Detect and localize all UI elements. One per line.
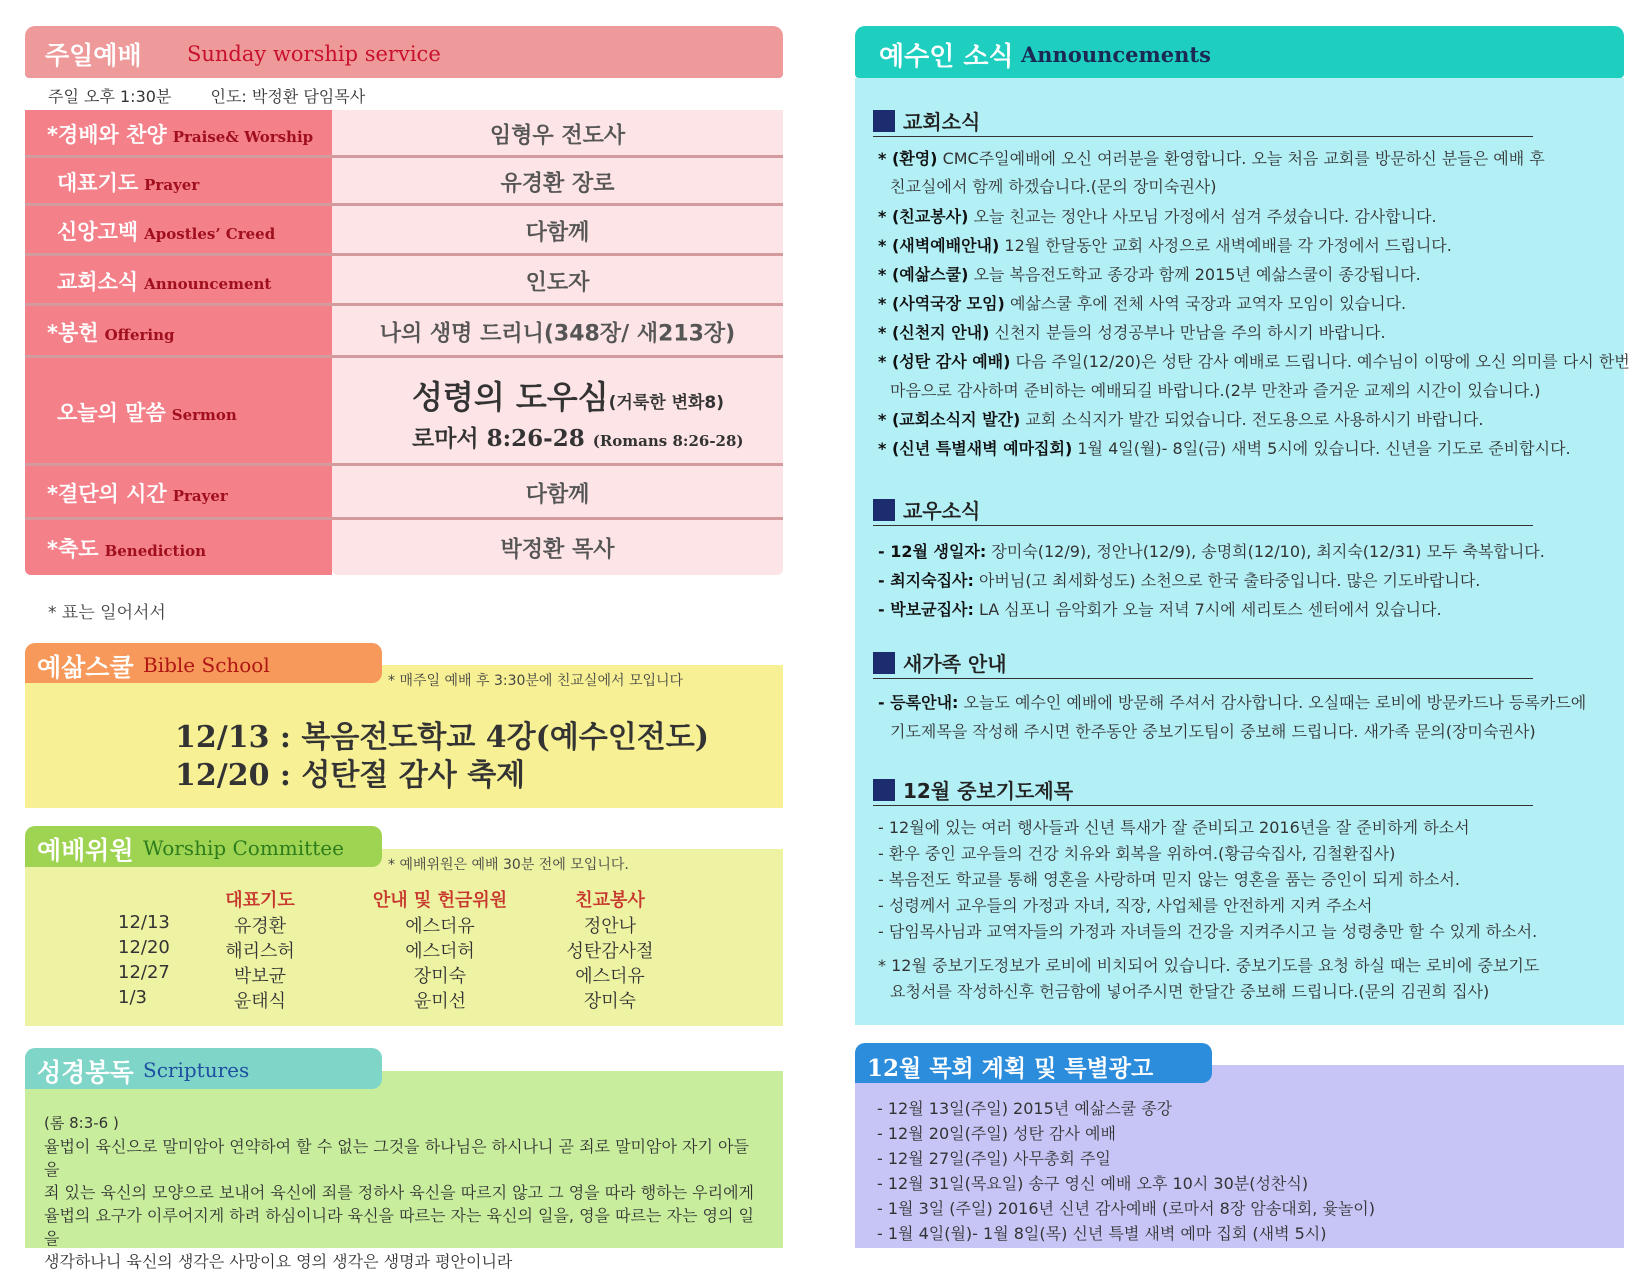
sermon-reference: 로마서 8:26-28 [412,425,585,452]
sermon-reference-en: (Romans 8:26-28) [592,432,744,450]
committee-date: 12/13 [118,912,170,933]
committee-prayer: 유경환 [233,916,287,937]
order-row [25,520,783,575]
committee-date: 1/3 [118,987,147,1008]
bible-school-note: * 매주일 예배 후 3:30분에 친교실에서 모입니다 [388,673,684,689]
worship-header [25,26,783,78]
scripture-line: 생각하나니 육신의 생각은 사망이요 영의 생각은 생명과 평안이니라 [44,1252,513,1271]
committee-usher: 에스더유 [405,916,475,937]
order-label: 교회소식 Announcement [57,270,272,294]
scripture-line: 죄 있는 육신의 모양으로 보내어 육신에 죄를 정하사 육신을 따르지 않고 그 영을 따라 행하는 우리에게 [44,1183,754,1202]
prayer-item: - 12월에 있는 여러 행사들과 신년 특새가 잘 준비되고 2016년을 잘 준비하게 하소서 [878,818,1470,837]
prayer-item: - 환우 중인 교우들의 건강 치유와 회복을 위하여.(황금숙집사, 김철환집사) [878,844,1396,863]
order-row [25,110,783,158]
church-news-item: * (신천지 안내) 신천지 분들의 성경공부나 만남을 주의 하시기 바랍니다. [878,323,1386,342]
church-news-item: * (환영) CMC주일예배에 오신 여러분을 환영합니다. 오늘 처음 교회를 방문하신 분들은 예배 후 [878,149,1545,168]
committee-fellowship: 정안나 [583,916,637,937]
church-news-item: * (예삶스쿨) 오늘 복음전도학교 종강과 함께 2015년 예삶스쿨이 종강됩니다. [878,265,1421,284]
announcements-title-en: Announcements [1021,42,1211,67]
plan-item: - 12월 13일(주일) 2015년 예삶스쿨 종강 [877,1099,1173,1118]
committee-header-usher: 안내 및 헌금위원 [372,890,508,911]
prayer-note-cont: 요청서를 작성하신후 헌금함에 넣어주시면 한달간 중보해 드립니다.(문의 김권희 집사) [890,982,1490,1001]
member-news-item: - 최지숙집사: 아버님(고 최세화성도) 소천으로 한국 출타중입니다. 많은 기도바랍니다. [878,571,1481,590]
prayer-item: - 복음전도 학교를 통해 영혼을 사랑하며 믿지 않는 영혼을 품는 증인이 되게 하소서. [878,870,1460,889]
square-bullet-icon [873,110,895,132]
square-bullet-icon [873,779,895,801]
prayer-item: - 성령께서 교우들의 가정과 자녀, 직장, 사업체를 안전하게 지켜 주소서 [878,896,1373,915]
plan-item: - 12월 20일(주일) 성탄 감사 예배 [877,1124,1116,1143]
order-value: 다함께 [525,220,590,246]
order-value: 박정환 목사 [500,537,615,562]
order-value: 나의 생명 드리니(348장/ 새213장) [379,321,736,347]
scripture-line: 율법의 요구가 이루어지게 하려 하심이니라 육신을 따르는 자는 육신의 일을, 영을 따르는 자는 영의 일을 [44,1206,754,1248]
committee-prayer: 박보균 [233,966,287,987]
committee-header-prayer: 대표기도 [225,890,295,911]
announcements-title-ko: 예수인 소식 [879,42,1014,72]
plan-item: - 12월 27일(주일) 사무총회 주일 [877,1149,1111,1168]
scriptures-title-ko: 성경봉독 [37,1058,134,1087]
order-value: 유경환 장로 [500,171,615,197]
bible-school-line: 12/20 : 성탄절 감사 축제 [175,758,526,793]
prayer-heading: 12월 중보기도제목 [873,775,1533,806]
standing-note: * 표는 일어서서 [48,603,166,623]
committee-header-fellowship: 친교봉사 [575,890,645,911]
committee-prayer: 윤태식 [233,991,287,1012]
bible-school-title-en: Bible School [143,653,270,677]
order-row [25,256,783,306]
scriptures-tab [25,1048,382,1089]
member-news-heading: 교우소식 [873,495,1533,526]
sermon-block [412,372,744,453]
bible-school-line: 12/13 : 복음전도학교 4강(예수인전도) [175,720,709,755]
order-row [25,206,783,256]
order-value: 임형우 전도사 [489,123,626,149]
church-news-item: * (사역국장 모임) 예삶스쿨 후에 전체 사역 국장과 교역자 모임이 있습니다. [878,294,1407,313]
scriptures-title-en: Scriptures [143,1058,250,1082]
december-plans-tab [855,1043,1212,1083]
prayer-note: * 12월 중보기도정보가 로비에 비치되어 있습니다. 중보기도를 요청 하실 때는 로비에 중보기도 [878,956,1540,975]
sermon-title: 성령의 도우심 [412,378,609,416]
plan-item: - 1월 4일(월)- 1월 8일(목) 신년 특별 새벽 예마 집회 (새벽 5시) [877,1224,1327,1243]
december-plans-title: 12월 목회 계획 및 특별광고 [867,1055,1154,1082]
church-news-item-cont: 친교실에서 함께 하겠습니다.(문의 장미숙권사) [890,177,1217,196]
order-label: *결단의 시간 Prayer [47,482,228,506]
scripture-text [44,1135,764,1273]
committee-title-en: Worship Committee [143,836,344,860]
order-row [25,306,783,358]
plan-item: - 12월 31일(목요일) 송구 영신 예배 오후 10시 30분(성찬식) [877,1174,1309,1193]
committee-note: * 예배위원은 예배 30분 전에 모입니다. [388,857,629,873]
order-label: *축도 Benediction [47,536,207,561]
church-news-item: * (성탄 감사 예배) 다음 주일(12/20)은 성탄 감사 예배로 드립니다. 예수님이 이땅에 오신 의미를 다시 한번 [878,352,1630,371]
order-row [25,158,783,206]
bible-school-tab [25,643,382,683]
order-row-sermon [25,358,783,466]
sermon-subtitle: (거룩한 변화8) [608,393,725,413]
worship-info [48,84,399,107]
church-news-item-cont: 마음으로 감사하며 준비하는 예배되길 바랍니다.(2부 만찬과 즐거운 교제의 시간이 있습니다.) [890,381,1541,400]
church-news-heading: 교회소식 [873,106,1533,137]
plan-item: - 1월 3일 (주일) 2016년 신년 감사예배 (로마서 8장 암송대회, 윷놀이) [877,1199,1375,1218]
order-label: 오늘의 말씀 Sermon [57,401,237,425]
newcomer-item: - 등록안내: 오늘도 예수인 예배에 방문해 주셔서 감사합니다. 오실때는 로비에 방문카드나 등록카드에 [878,693,1587,712]
committee-tab [25,826,382,867]
worship-leader: 인도: 박정환 담임목사 [210,87,366,106]
committee-title-ko: 예배위원 [37,836,134,865]
church-news-item: * (교회소식지 발간) 교회 소식지가 발간 되었습니다. 전도용으로 사용하시기 바랍니다. [878,410,1484,429]
order-label: *경배와 찬양 Praise& Worship [47,123,314,147]
church-news-item: * (신년 특별새벽 예마집회) 1월 4일(월)- 8일(금) 새벽 5시에 있습니다. 신년을 기도로 준비합시다. [878,439,1571,458]
scripture-reference: (롬 8:3-6 ) [44,1114,119,1132]
worship-title-en: Sunday worship service [187,42,441,66]
committee-fellowship: 성탄감사절 [566,941,654,962]
committee-usher: 에스더허 [405,941,475,962]
committee-date: 12/20 [118,937,170,958]
square-bullet-icon [873,499,895,521]
committee-usher: 장미숙 [413,966,467,987]
member-news-item: - 박보균집사: LA 심포니 음악회가 오늘 저녁 7시에 세리토스 센터에서 있습니다. [878,600,1442,619]
announcements-header [855,26,1624,78]
worship-time: 주일 오후 1:30분 [48,87,172,106]
square-bullet-icon [873,652,895,674]
order-row [25,466,783,520]
worship-title-ko: 주일예배 [45,41,142,70]
committee-prayer: 해리스허 [225,941,295,962]
bible-school-title-ko: 예삶스쿨 [37,653,134,682]
prayer-item: - 담임목사님과 교역자들의 가정과 자녀들의 건강을 지켜주시고 늘 성령충만 할 수 있게 하소서. [878,922,1538,941]
newcomer-heading: 새가족 안내 [873,648,1533,679]
order-label: 대표기도 Prayer [57,171,200,195]
order-label: 신앙고백 Apostles’ Creed [57,220,276,244]
order-value: 다함께 [525,482,590,508]
newcomer-item-cont: 기도제목을 작성해 주시면 한주동안 중보기도팀이 중보해 드립니다. 새가족 문의(장미숙권사) [890,722,1536,741]
committee-fellowship: 장미숙 [583,991,637,1012]
committee-date: 12/27 [118,962,170,983]
church-news-item: * (친교봉사) 오늘 친교는 정안나 사모님 가정에서 섬겨 주셨습니다. 감사합니다. [878,207,1437,226]
committee-fellowship: 에스더유 [575,966,645,987]
church-news-item: * (새벽예배안내) 12월 한달동안 교회 사정으로 새벽예배를 각 가정에서 드립니다. [878,236,1452,255]
committee-usher: 윤미선 [413,991,467,1012]
order-label: *봉헌 Offering [47,321,175,345]
member-news-item: - 12월 생일자: 장미숙(12/9), 정안나(12/9), 송명희(12/10), 최지숙(12/31) 모두 축복합니다. [878,542,1545,561]
scripture-line: 율법이 육신으로 말미암아 연약하여 할 수 없는 그것을 하나님은 하시나니 곧 죄로 말미암아 자기 아들을 [44,1137,749,1179]
order-value: 인도자 [525,270,590,296]
